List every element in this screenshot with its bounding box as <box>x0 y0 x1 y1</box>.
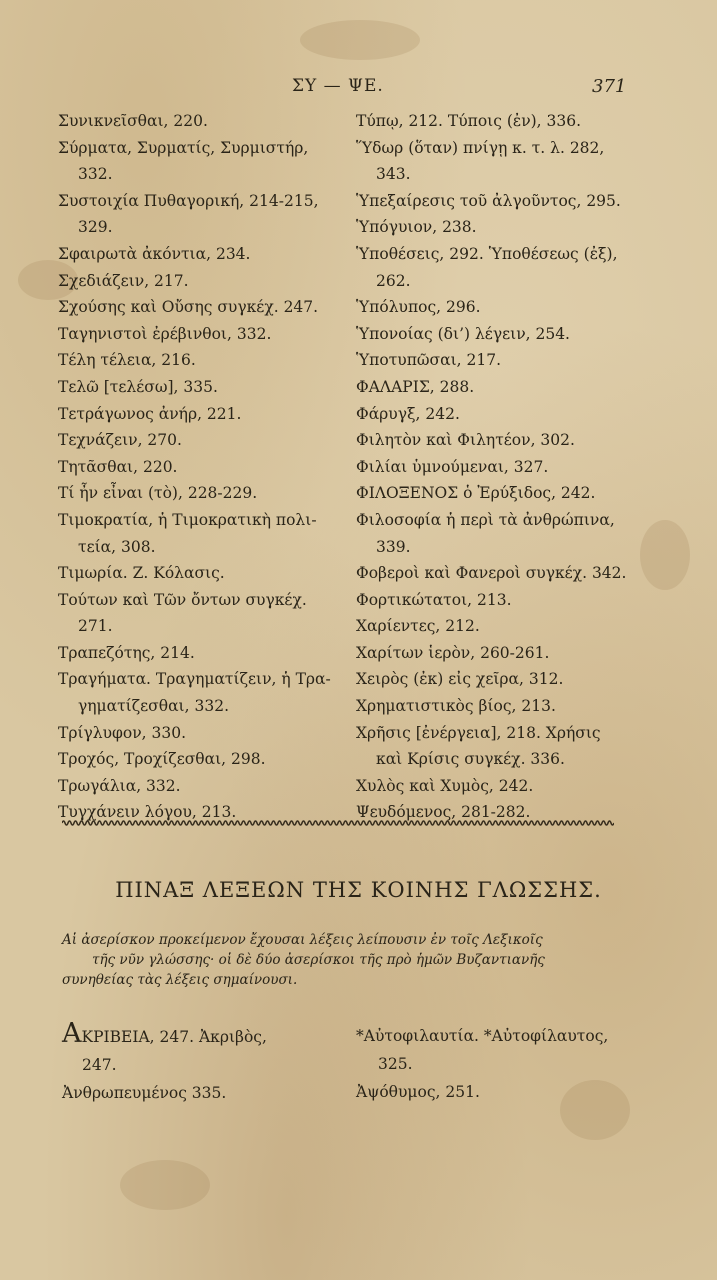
index-entry: Σφαιρωτὰ ἀκόντια, 234. <box>58 244 251 263</box>
index-entry: 332. <box>78 165 113 184</box>
index-entry: 271. <box>78 617 113 636</box>
paper-stain <box>300 20 420 60</box>
index-entry: Ὑπόλυπος, 296. <box>356 298 481 317</box>
index-entry: 262. <box>376 271 411 290</box>
index-entry: Τυγχάνειν λόγου, 213. <box>58 803 237 822</box>
index-entry: Ὑπεξαίρεσις τοῦ ἀλγοῦντος, 295. <box>356 191 621 210</box>
index-entry: Τιμοκρατία, ἡ Τιμοκρατικὴ πολι- <box>58 510 317 529</box>
index-entry: Ὑποτυπῶσαι, 217. <box>356 351 502 370</box>
lower-entry: 325. <box>378 1055 413 1073</box>
index-column-left <box>58 108 348 826</box>
lower-entry: *Αὐτοφιλαυτία. *Αὐτοφίλαυτος, <box>356 1027 609 1045</box>
index-entry: Χαρίτων ἱερὸν, 260-261. <box>356 643 550 662</box>
index-entry: Τραγήματα. Τραγηματίζειν, ἡ Τρα- <box>58 670 331 689</box>
lower-entry: Ἀψόθυμος, 251. <box>356 1083 480 1101</box>
index-entry: γηματίζεσθαι, 332. <box>78 697 229 716</box>
index-entry: Φιλίαι ὑμνούμεναι, 327. <box>356 457 549 476</box>
intro-line: τῆς νῦν γλώσσης· οἱ δὲ δύο ἀσερίσκοι τῆς πρὸ ἡμῶν Βυζαντιανῆς <box>92 952 545 968</box>
index-entry: Ὑπονοίας (δι’) λέγειν, 254. <box>356 324 570 343</box>
index-entry: Ταγηνιστοὶ ἐρέβινθοι, 332. <box>58 324 272 343</box>
index-entry: Φιλοσοφία ἡ περὶ τὰ ἀνθρώπινα, <box>356 510 615 529</box>
index-entry: 343. <box>376 165 411 184</box>
index-entry: Φορτικώτατοι, 213. <box>356 590 512 609</box>
index-entry: Συστοιχία Πυθαγορική, 214-215, <box>58 191 319 210</box>
index-entry: Τρίγλυφον, 330. <box>58 723 187 742</box>
index-entry: Τιμωρία. Ζ. Κόλασις. <box>58 564 225 583</box>
paper-stain <box>120 1160 210 1210</box>
index-entry: Τροχός, Τροχίζεσθαι, 298. <box>58 750 266 769</box>
wavy-rule <box>62 818 614 828</box>
running-head <box>0 76 717 100</box>
intro-line: συνηθείας τὰς λέξεις σημαίνουσι. <box>62 972 298 988</box>
index-entry: Ὑπόγυιον, 238. <box>356 218 477 237</box>
entry-text: ΚΡΙΒΕΙΑ, 247. Ἀκριβὸς, <box>81 1028 267 1046</box>
lower-entry: Ἀνθρωπευμένος 335. <box>62 1084 227 1102</box>
index-entry: Σύρματα, Συρματίς, Συρμιστήρ, <box>58 138 309 157</box>
index-entry: Ψευδόμενος, 281-282. <box>356 803 531 822</box>
index-entry: Χυλὸς καὶ Χυμὸς, 242. <box>356 776 534 795</box>
index-entry: Φοβεροὶ καὶ Φανεροὶ συγκέχ. 342. <box>356 564 627 583</box>
index-column-right <box>356 108 656 826</box>
index-entry: Τί ἦν εἶναι (τὸ), 228-229. <box>58 484 258 503</box>
index-entry: Συνικνεῖσθαι, 220. <box>58 112 208 130</box>
index-entry: ΦΑΛΑΡΙΣ, 288. <box>356 377 475 396</box>
index-entry: Ὕδωρ (ὅταν) πνίγῃ κ. τ. λ. 282, <box>356 138 605 157</box>
index-entry: 339. <box>376 537 411 556</box>
index-entry: καὶ Κρίσις συγκέχ. 336. <box>376 750 565 769</box>
index-entry: Χρῆσις [ἐνέργεια], 218. Χρήσις <box>356 723 601 742</box>
index-entry: τεία, 308. <box>78 537 156 556</box>
index-entry: Χρηματιστικὸς βίος, 213. <box>356 697 556 716</box>
page-number: 371 <box>592 76 627 97</box>
running-title: ΣΥ — ΨΕ. <box>292 76 384 96</box>
index-entry: Τραπεζότης, 214. <box>58 643 195 662</box>
section-heading: ΠΙΝΑΞ ΛΕΞΕΩΝ ΤΗΣ ΚΟΙΝΗΣ ΓΛΩΣΣΗΣ. <box>115 878 602 902</box>
index-entry: Χαρίεντες, 212. <box>356 617 480 636</box>
index-entry: Τέλη τέλεια, 216. <box>58 351 196 370</box>
index-entry: Σχεδιάζειν, 217. <box>58 271 189 290</box>
intro-line: Αἱ ἀσερίσκον προκείμενον ἔχουσαι λέξεις λείπουσιν ἐν τοῖς Λεξικοῖς <box>62 932 543 948</box>
index-entry: Τεχνάζειν, 270. <box>58 431 182 450</box>
index-entry: Τύπῳ, 212. Τύποις (ἐν), 336. <box>356 112 582 130</box>
index-entry: Σχούσης καὶ Οὔσης συγκέχ. 247. <box>58 298 319 317</box>
drop-initial: Α <box>62 1018 82 1049</box>
index-entry: Τελῶ [τελέσω], 335. <box>58 377 218 396</box>
lower-column-left <box>62 1018 352 1107</box>
section-intro <box>62 930 662 990</box>
index-entry: ΦΙΛΟΞΕΝΟΣ ὁ Ἐρύξιδος, 242. <box>356 484 596 503</box>
index-entry: 329. <box>78 218 113 237</box>
index-entry: Τητᾶσθαι, 220. <box>58 457 178 476</box>
index-entry: Φάρυγξ, 242. <box>356 404 460 423</box>
index-entry: Τρωγάλια, 332. <box>58 776 181 795</box>
lower-column-right <box>356 1022 656 1106</box>
lower-entry: 247. <box>82 1056 117 1074</box>
index-entry: Χειρὸς (ἐκ) εἰς χεῖρα, 312. <box>356 670 564 689</box>
lower-entry <box>62 1018 352 1051</box>
index-entry: Ὑποθέσεις, 292. Ὑποθέσεως (ἐξ), <box>356 244 618 263</box>
index-entry: Φιλητὸν καὶ Φιλητέον, 302. <box>356 431 575 450</box>
index-entry: Τούτων καὶ Τῶν ὄντων συγκέχ. <box>58 590 307 609</box>
index-entry: Τετράγωνος ἀνήρ, 221. <box>58 404 242 423</box>
